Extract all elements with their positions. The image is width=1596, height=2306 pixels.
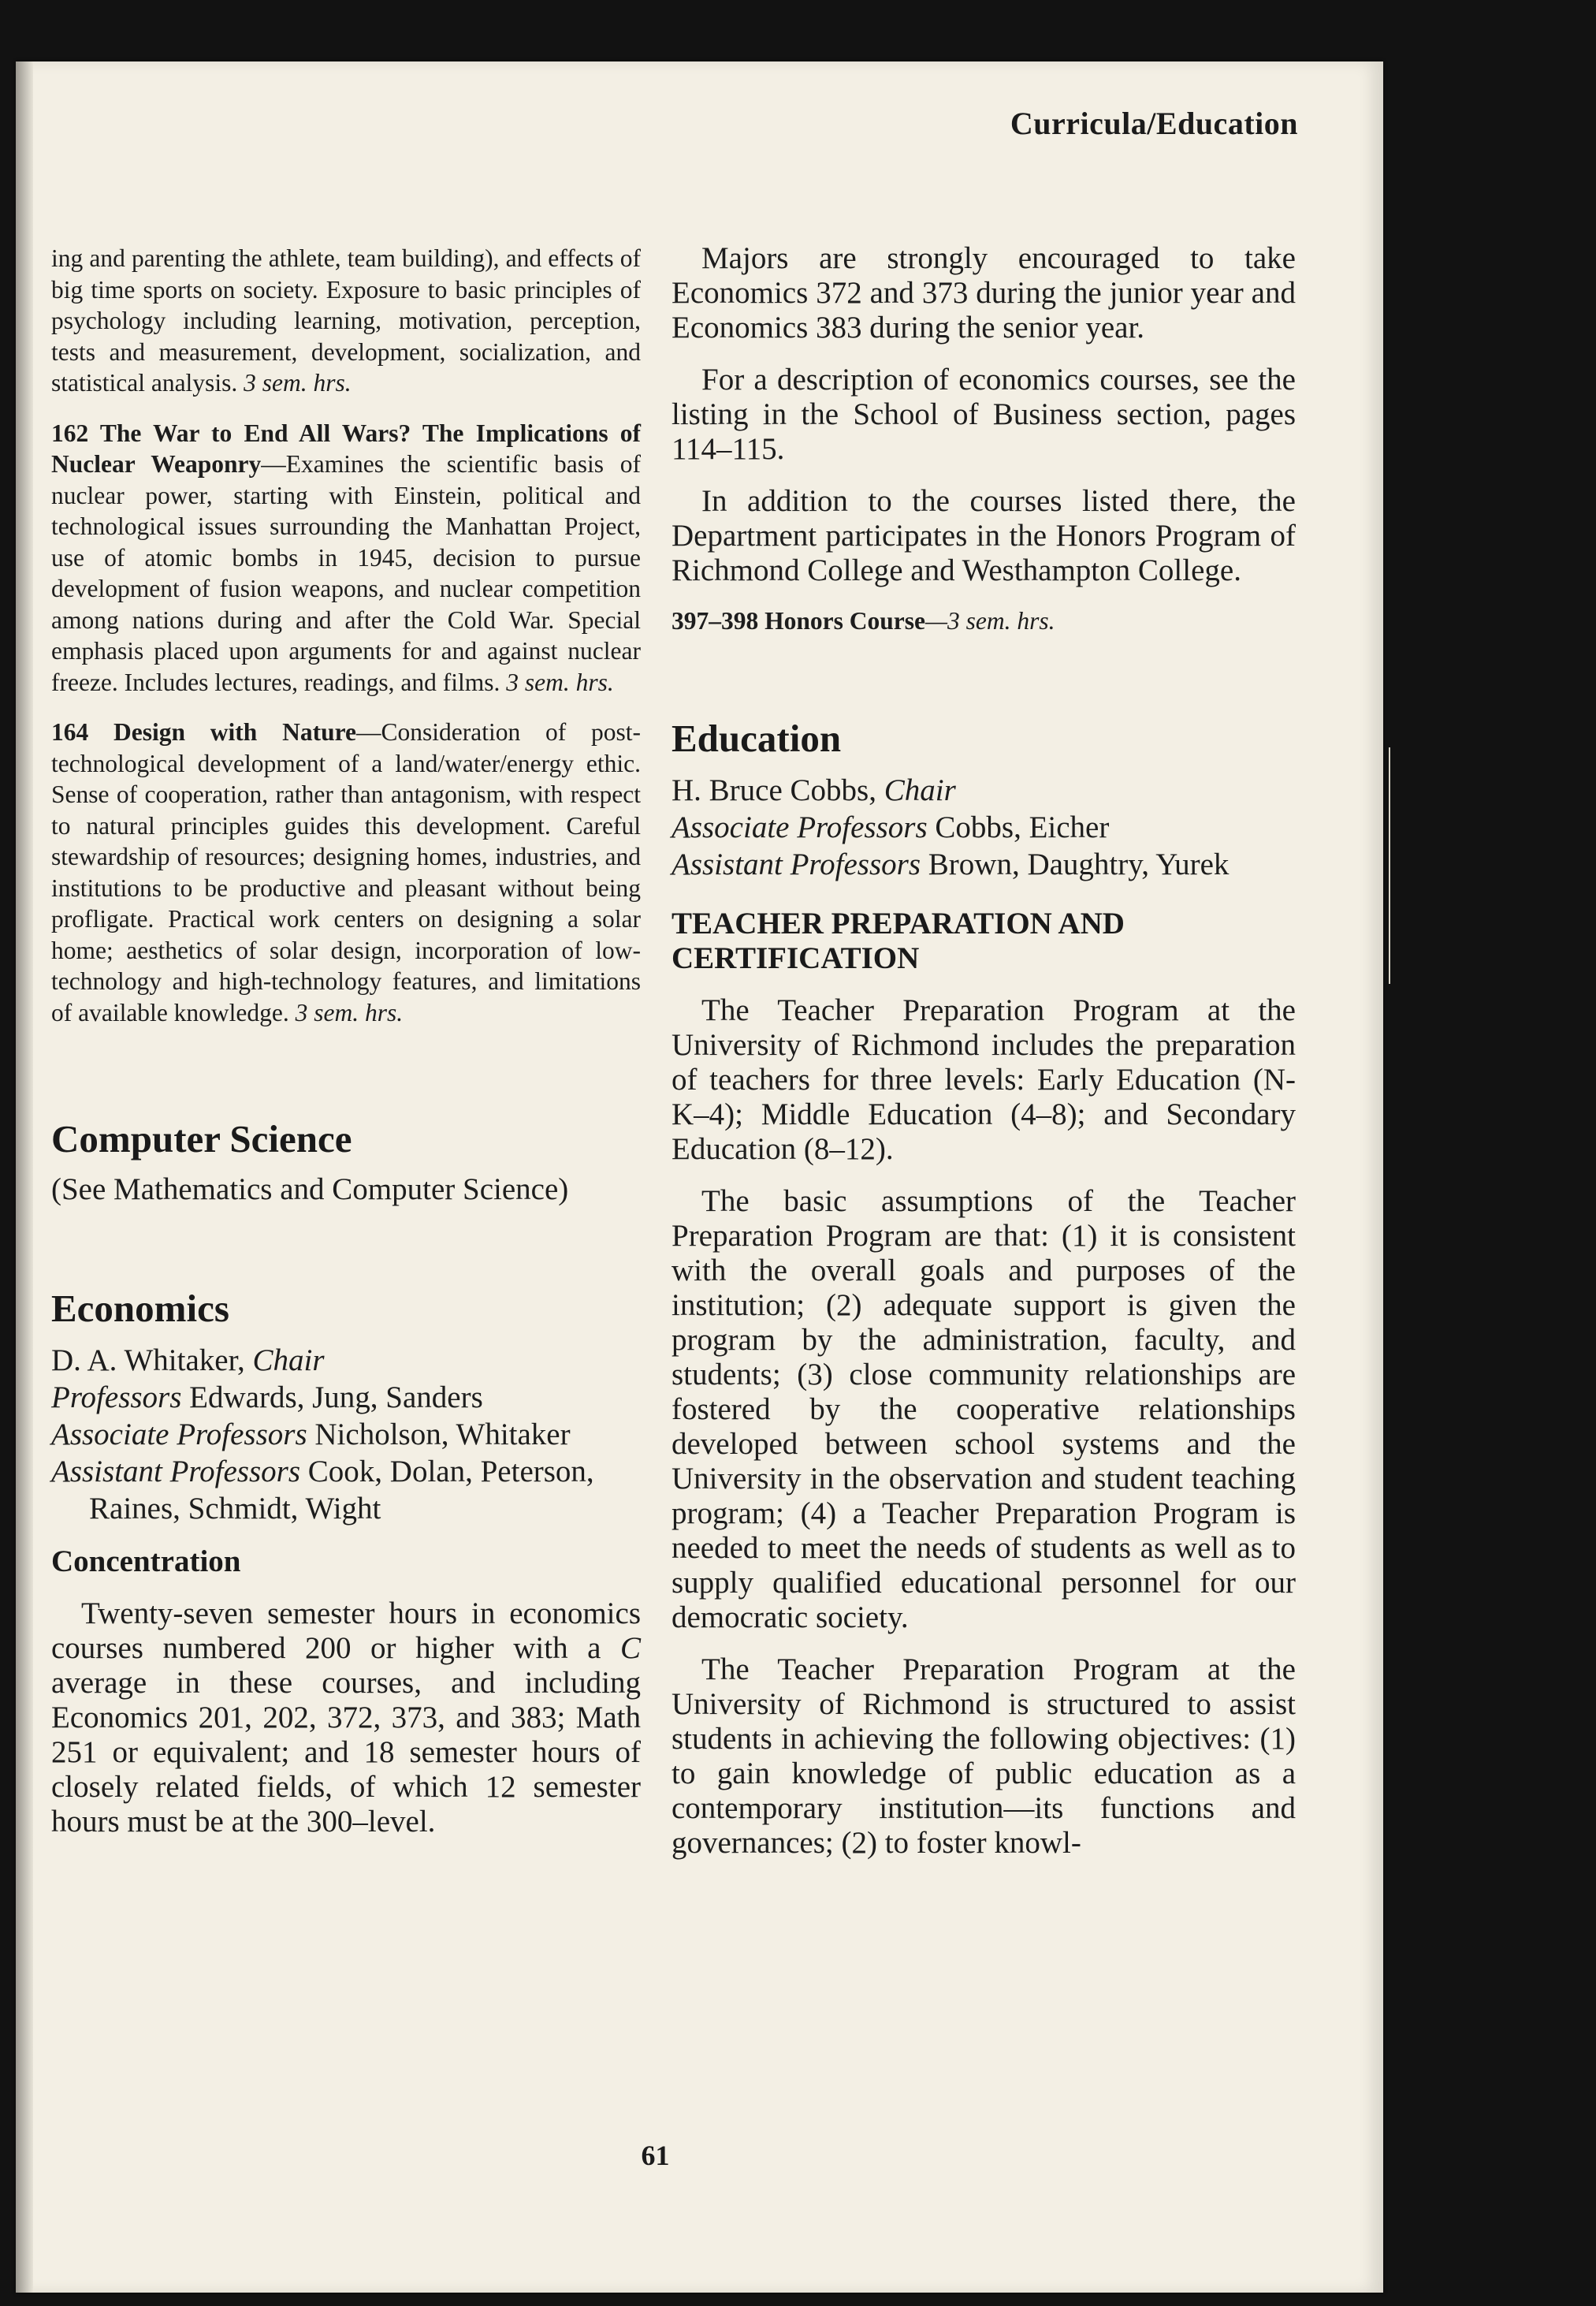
- economics-professors: [51, 1379, 641, 1416]
- concentration-paragraph: [51, 1596, 641, 1839]
- rank-title: Associate Professors: [672, 810, 928, 844]
- teacher-preparation-heading: TEACHER PREPARATION AND CERTIFICATION: [672, 906, 1125, 975]
- chair-title: Chair: [884, 773, 956, 807]
- chair-name: H. Bruce Cobbs,: [672, 773, 884, 807]
- intro-text: ing and parenting the athlete, team building), and effects of big time sports on society. Exposure to basic principles of psychology including learning, motivation, perception, tests and measurement, development, socialization, and statistical analysis.: [51, 244, 641, 397]
- education-chair: [672, 772, 1296, 809]
- education-assistant-professors: [672, 846, 1296, 883]
- chair-title: Chair: [252, 1343, 325, 1377]
- economics-faculty: [51, 1342, 641, 1527]
- teacher-preparation-paragraph-3: The Teacher Preparation Program at the University of Richmond is structured to assist students in achieving the following objectives: (1) to gain knowledge of public education as a contemporary institution—its functions and governances; (2) to foster knowl-: [672, 1652, 1296, 1860]
- catalog-page: [16, 61, 1383, 2293]
- teacher-preparation-paragraph-1: The Teacher Preparation Program at the University of Richmond includes the preparation of teachers for three levels: Early Education (N-K–4); Middle Education (4–8); and Secondary Education (8–12).: [672, 993, 1296, 1166]
- course-162-hours: 3 sem. hrs.: [506, 668, 614, 696]
- economics-assistant-professors: [51, 1453, 641, 1527]
- course-164-description: —Consideration of post-technological development of a land/water/energy ethic. Sense of cooperation, rather than antagonism, with respect to natural principles guides this development. Careful stewardship of resources; designing homes, industries, and institutions to be productive and pleasant without being profligate. Practical work centers on designing a solar home; aesthetics of solar design, incorporation of low-technology and high-technology features, and limitations of available knowledge.: [51, 718, 641, 1026]
- rank-names: Brown, Daughtry, Yurek: [921, 847, 1230, 881]
- computer-science-note: (See Mathematics and Computer Science): [51, 1172, 569, 1206]
- education-heading: Education: [672, 716, 842, 760]
- honors-course-hours: —3 sem. hrs.: [925, 607, 1055, 635]
- concentration-text: average in these courses, and including Economics 201, 202, 372, 373, and 383; Math 251 or equivalent; and 18 semester hours of closely related fields, of which 12 semester hours must be at the 300–level.: [51, 1666, 641, 1838]
- rank-title: Assistant Professors: [51, 1455, 301, 1488]
- course-164-entry: [51, 717, 641, 1028]
- teacher-preparation-paragraph-2: The basic assumptions of the Teacher Preparation Program are that: (1) it is consistent with the overall goals and purposes of the institution; (2) adequate support is given the program by the administration, faculty, and students; (3) close community relationships are fostered by the cooperative relationships developed between school systems and the University in the observation and student teaching program; (4) a Teacher Preparation Program is needed to meet the needs of students as well as to supply qualified educational personnel for our democratic society.: [672, 1183, 1296, 1634]
- rank-names: Cook, Dolan, Peterson, Raines, Schmidt, Wight: [89, 1455, 594, 1526]
- left-column: [51, 243, 641, 1857]
- economics-chair: [51, 1342, 641, 1379]
- page-edge-mark: [1389, 747, 1390, 984]
- intro-paragraph: [51, 243, 641, 399]
- concentration-text: Twenty-seven semester hours in economics courses numbered 200 or higher with a: [51, 1596, 641, 1665]
- course-162-description: —Examines the scientific basis of nuclear power, starting with Einstein, political and technological issues surrounding the Manhattan Project, use of atomic bombs in 1945, decision to pursue development of fusion weapons, and nuclear competition among nations during and after the Cold War. Special emphasis placed upon arguments for and against nuclear freeze. Includes lectures, readings, and films.: [51, 450, 641, 696]
- computer-science-heading: Computer Science: [51, 1117, 352, 1160]
- education-faculty: [672, 772, 1296, 883]
- rank-names: Edwards, Jung, Sanders: [181, 1380, 483, 1414]
- education-associate-professors: [672, 809, 1296, 846]
- description-paragraph: For a description of economics courses, see the listing in the School of Business section, pages 114–115.: [672, 363, 1296, 466]
- rank-names: Cobbs, Eicher: [927, 810, 1110, 844]
- course-164-title: 164 Design with Nature: [51, 718, 356, 746]
- running-head: Curricula/Education: [1010, 106, 1298, 141]
- chair-name: D. A. Whitaker,: [51, 1343, 253, 1377]
- economics-associate-professors: [51, 1416, 641, 1453]
- page-number: 61: [641, 2140, 670, 2171]
- majors-paragraph: Majors are strongly encouraged to take Economics 372 and 373 during the junior year and Economics 383 during the senior year.: [672, 241, 1296, 345]
- addition-paragraph: In addition to the courses listed there, the Department participates in the Honors Program of Richmond College and Westhampton College.: [672, 484, 1296, 587]
- rank-title: Professors: [51, 1380, 182, 1414]
- course-164-hours: 3 sem. hrs.: [295, 998, 404, 1026]
- course-162-title: 162 The War to End All Wars? The Implications of Nuclear Weaponry: [51, 419, 641, 478]
- concentration-heading: Concentration: [51, 1544, 241, 1578]
- intro-hours: 3 sem. hrs.: [244, 369, 352, 397]
- grade-letter: C: [619, 1631, 641, 1665]
- page-spine-shadow: [16, 61, 33, 2293]
- course-162-entry: [51, 418, 641, 699]
- rank-title: Associate Professors: [51, 1418, 307, 1451]
- honors-course-title: 397–398 Honors Course: [672, 607, 925, 635]
- economics-heading: Economics: [51, 1287, 229, 1330]
- rank-title: Assistant Professors: [672, 847, 921, 881]
- rank-names: Nicholson, Whitaker: [307, 1418, 571, 1451]
- honors-course-entry: [672, 605, 1296, 637]
- right-column: [672, 241, 1296, 1878]
